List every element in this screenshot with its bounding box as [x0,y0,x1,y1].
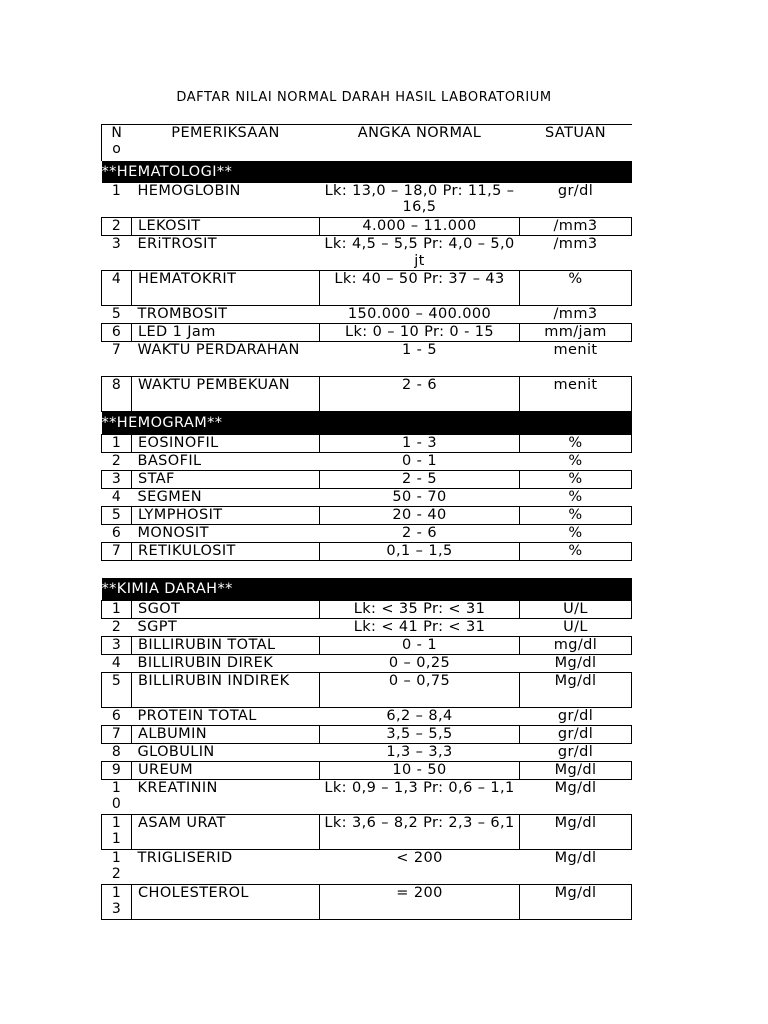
column-header-satuan [520,125,632,161]
unit: Mg/dl [554,850,597,866]
normal-range: Lk: 13,0 – 18,0 Pr: 11,5 – 16,5 [324,182,515,215]
test-name: ALBUMIN [138,726,207,742]
section-header-row [102,161,632,183]
unit: Mg/dl [554,655,597,671]
normal-range: Lk: 3,6 – 8,2 Pr: 2,3 – 6,1 [324,815,515,831]
unit-cell [520,342,632,377]
unit: % [568,507,583,523]
row-number-cell [102,601,132,619]
table-row [102,655,632,673]
test-name: BILLIRUBIN TOTAL [138,637,276,653]
table-row [102,815,632,850]
unit: % [568,471,583,487]
row-number: 1 0 [111,780,122,812]
normal-range: Lk: 4,5 – 5,5 Pr: 4,0 – 5,0 jt [324,236,515,269]
row-number-cell [102,435,132,453]
test-name: LEKOSIT [138,218,201,234]
unit-cell [520,619,632,637]
normal-range-cell [320,183,520,218]
row-number: 1 [111,601,122,617]
test-name: SGOT [138,601,181,617]
test-name-cell [132,619,320,637]
table-row [102,236,632,271]
unit-cell [520,271,632,306]
row-number-cell [102,183,132,218]
row-number: 4 [111,655,122,671]
unit-cell [520,324,632,342]
table-row [102,435,632,453]
test-name: KREATININ [137,780,218,796]
test-name-cell [132,489,320,507]
table-row [102,601,632,619]
table-row [102,306,632,324]
unit-cell [520,377,632,412]
table-row [102,850,632,885]
normal-range-cell [320,306,520,324]
table-row [102,619,632,637]
test-name-cell [132,183,320,218]
unit: gr/dl [557,726,594,742]
table-row [102,471,632,489]
row-number-cell [102,342,132,377]
row-number: 7 [111,342,122,358]
unit: % [568,489,583,505]
normal-range-cell [320,708,520,726]
unit: U/L [563,601,588,617]
row-number-cell [102,762,132,780]
test-name: HEMOGLOBIN [137,182,241,199]
test-name: TRIGLISERID [137,850,233,866]
unit-cell [520,471,632,489]
test-name-cell [132,435,320,453]
unit-cell [520,850,632,885]
test-name-cell [132,471,320,489]
test-name: UREUM [138,762,193,778]
row-number: 2 [111,453,122,469]
unit-cell [520,726,632,744]
row-number-cell [102,655,132,673]
section-header-label: **HEMATOLOGI** [102,161,632,183]
test-name-cell [132,726,320,744]
table-row [102,673,632,708]
normal-range: 2 - 5 [402,471,437,487]
unit-cell [520,601,632,619]
normal-range: 6,2 – 8,4 [386,708,453,724]
test-name-cell [132,708,320,726]
unit: /mm3 [553,306,598,322]
normal-range-cell [320,489,520,507]
section-header-label: **HEMOGRAM** [102,412,632,435]
table-row [102,507,632,525]
column-header-pemeriksaan [132,125,320,161]
row-number: 7 [111,726,122,742]
normal-range-cell [320,453,520,471]
normal-range-cell [320,324,520,342]
table-row [102,885,632,920]
unit: U/L [563,619,588,635]
normal-range-cell [320,780,520,815]
unit: mm/jam [544,324,607,340]
normal-range-cell [320,637,520,655]
row-number: 2 [111,218,122,234]
spacer-cell [102,561,632,579]
column-header-angka-normal [320,125,520,161]
unit-cell [520,489,632,507]
unit: % [568,435,583,451]
column-header-no [102,125,132,161]
normal-range-cell [320,850,520,885]
normal-range-cell [320,525,520,543]
unit: mg/dl [553,637,598,653]
test-name-cell [132,507,320,525]
row-number: 7 [111,543,122,559]
test-name: PROTEIN TOTAL [137,708,257,724]
table-row [102,744,632,762]
table-row [102,183,632,218]
unit-cell [520,655,632,673]
test-name: BILLIRUBIN DIREK [137,655,274,671]
unit-cell [520,218,632,236]
normal-range: 1 - 3 [402,435,437,451]
section-header-row [102,578,632,601]
test-name: ASAM URAT [138,815,226,831]
row-number-cell [102,507,132,525]
table-row [102,543,632,561]
unit-cell [520,507,632,525]
row-number-cell [102,306,132,324]
unit: gr/dl [557,744,594,760]
normal-range-cell [320,815,520,850]
normal-range-cell [320,744,520,762]
column-header-pemeriksaan-text: PEMERIKSAAN [171,125,280,141]
normal-range-cell [320,673,520,708]
row-number-cell [102,619,132,637]
test-name: RETIKULOSIT [138,543,236,559]
normal-range: < 200 [396,850,443,866]
normal-range: Lk: 40 – 50 Pr: 37 – 43 [334,271,505,287]
row-number: 3 [111,471,122,487]
normal-range: Lk: < 41 Pr: < 31 [353,619,486,635]
row-number: 4 [111,271,122,287]
row-number-cell [102,377,132,412]
test-name: WAKTU PERDARAHAN [137,342,300,358]
test-name: CHOLESTEROL [138,885,249,901]
table-row [102,453,632,471]
normal-range-cell [320,507,520,525]
normal-range: 2 - 6 [402,525,437,541]
row-number: 3 [111,637,122,653]
lab-reference-table [101,124,632,920]
row-number-cell [102,637,132,655]
test-name: EOSINOFIL [138,435,219,451]
test-name-cell [132,453,320,471]
unit-cell [520,183,632,218]
normal-range-cell [320,342,520,377]
row-number-cell [102,708,132,726]
normal-range: 150.000 – 400.000 [347,306,492,322]
row-number: 1 3 [111,885,122,917]
row-number-cell [102,815,132,850]
normal-range-cell [320,543,520,561]
test-name: SGPT [137,619,178,635]
test-name-cell [132,306,320,324]
test-name-cell [132,342,320,377]
row-number: 6 [111,324,122,340]
table-row [102,525,632,543]
unit: % [568,543,583,559]
row-number: 1 [111,182,122,199]
normal-range: 4.000 – 11.000 [362,218,477,234]
row-number: 3 [111,236,122,252]
row-number: 1 1 [111,815,122,847]
row-number: 8 [111,744,122,760]
row-number-cell [102,525,132,543]
row-number-cell [102,673,132,708]
test-name-cell [132,744,320,762]
table-row [102,780,632,815]
lab-table-body [102,125,632,920]
row-number-cell [102,324,132,342]
unit-cell [520,637,632,655]
unit-cell [520,435,632,453]
test-name-cell [132,525,320,543]
unit-cell [520,306,632,324]
test-name: HEMATOKRIT [138,271,237,287]
normal-range: 10 - 50 [392,762,447,778]
row-number: 5 [111,673,122,689]
unit: menit [553,342,598,358]
normal-range: 0 – 0,25 [388,655,451,671]
spacer-row [102,561,632,579]
table-row [102,489,632,507]
test-name: BILLIRUBIN INDIREK [138,673,290,689]
test-name-cell [132,543,320,561]
normal-range: = 200 [396,885,443,901]
unit-cell [520,744,632,762]
test-name: SEGMEN [137,489,203,505]
row-number-cell [102,885,132,920]
table-row [102,708,632,726]
test-name-cell [132,850,320,885]
normal-range-cell [320,377,520,412]
test-name-cell [132,601,320,619]
row-number: 1 [111,435,122,451]
test-name: STAF [138,471,175,487]
unit-cell [520,762,632,780]
table-header-row [102,125,632,161]
unit-cell [520,885,632,920]
row-number: 6 [111,708,122,724]
section-header-row [102,412,632,435]
row-number: 9 [111,762,122,778]
row-number-cell [102,271,132,306]
test-name: GLOBULIN [137,744,215,760]
normal-range-cell [320,655,520,673]
test-name-cell [132,780,320,815]
normal-range-cell [320,601,520,619]
row-number: 2 [111,619,122,635]
unit: % [568,525,583,541]
test-name-cell [132,236,320,271]
test-name: ERiTROSIT [137,236,218,252]
unit-cell [520,815,632,850]
normal-range: 0 - 1 [402,453,437,469]
column-header-no-text: N o [111,125,123,157]
row-number-cell [102,236,132,271]
unit: Mg/dl [554,673,597,689]
unit-cell [520,543,632,561]
unit: % [568,453,583,469]
unit: /mm3 [553,218,598,234]
normal-range-cell [320,726,520,744]
normal-range: Lk: < 35 Pr: < 31 [353,601,486,617]
test-name-cell [132,324,320,342]
row-number: 4 [111,489,122,505]
normal-range-cell [320,218,520,236]
test-name: TROMBOSIT [137,306,228,322]
table-row [102,324,632,342]
table-row [102,342,632,377]
test-name-cell [132,271,320,306]
unit: Mg/dl [554,885,597,901]
normal-range: 20 - 40 [392,507,447,523]
normal-range-cell [320,271,520,306]
normal-range-cell [320,619,520,637]
normal-range-cell [320,471,520,489]
test-name-cell [132,673,320,708]
unit-cell [520,236,632,271]
unit: gr/dl [557,182,594,199]
table-row [102,726,632,744]
unit: Mg/dl [554,815,597,831]
normal-range: 0 – 0,75 [388,673,451,689]
normal-range: Lk: 0 – 10 Pr: 0 - 15 [345,324,494,340]
unit-cell [520,673,632,708]
column-header-satuan-text: SATUAN [545,125,606,141]
unit: gr/dl [557,708,594,724]
row-number: 5 [111,306,122,322]
row-number-cell [102,471,132,489]
normal-range: 0 - 1 [402,637,437,653]
unit: Mg/dl [554,780,597,796]
row-number-cell [102,850,132,885]
table-row [102,271,632,306]
test-name-cell [132,377,320,412]
row-number-cell [102,489,132,507]
test-name: MONOSIT [137,525,209,541]
normal-range: 2 - 6 [402,377,437,393]
row-number-cell [102,543,132,561]
unit: /mm3 [553,236,598,252]
test-name-cell [132,762,320,780]
test-name-cell [132,218,320,236]
test-name: LYMPHOSIT [138,507,223,523]
unit-cell [520,708,632,726]
row-number: 6 [111,525,122,541]
normal-range: 50 - 70 [392,489,447,505]
normal-range-cell [320,435,520,453]
unit: % [568,271,583,287]
test-name: LED 1 Jam [138,324,216,340]
normal-range: Lk: 0,9 – 1,3 Pr: 0,6 – 1,1 [324,780,515,796]
test-name-cell [132,637,320,655]
normal-range: 1 - 5 [402,342,437,358]
row-number-cell [102,726,132,744]
row-number-cell [102,453,132,471]
normal-range-cell [320,236,520,271]
normal-range: 0,1 – 1,5 [386,543,453,559]
normal-range-cell [320,762,520,780]
test-name: BASOFIL [137,453,202,469]
unit: Mg/dl [554,762,597,778]
unit-cell [520,453,632,471]
normal-range-cell [320,885,520,920]
row-number-cell [102,218,132,236]
document-title: DAFTAR NILAI NORMAL DARAH HASIL LABORATORIUM [176,90,552,105]
test-name-cell [132,885,320,920]
normal-range: 3,5 – 5,5 [386,726,453,742]
unit-cell [520,525,632,543]
row-number-cell [102,780,132,815]
test-name-cell [132,655,320,673]
table-row [102,762,632,780]
unit: menit [553,377,598,393]
row-number-cell [102,744,132,762]
normal-range: 1,3 – 3,3 [386,744,453,760]
test-name: WAKTU PEMBEKUAN [138,377,290,393]
table-row [102,218,632,236]
column-header-angka-normal-text: ANGKA NORMAL [357,125,482,141]
table-row [102,377,632,412]
unit-cell [520,780,632,815]
section-header-label: **KIMIA DARAH** [102,578,632,601]
test-name-cell [132,815,320,850]
row-number: 1 2 [111,850,122,882]
row-number: 8 [111,377,122,393]
table-row [102,637,632,655]
row-number: 5 [111,507,122,523]
